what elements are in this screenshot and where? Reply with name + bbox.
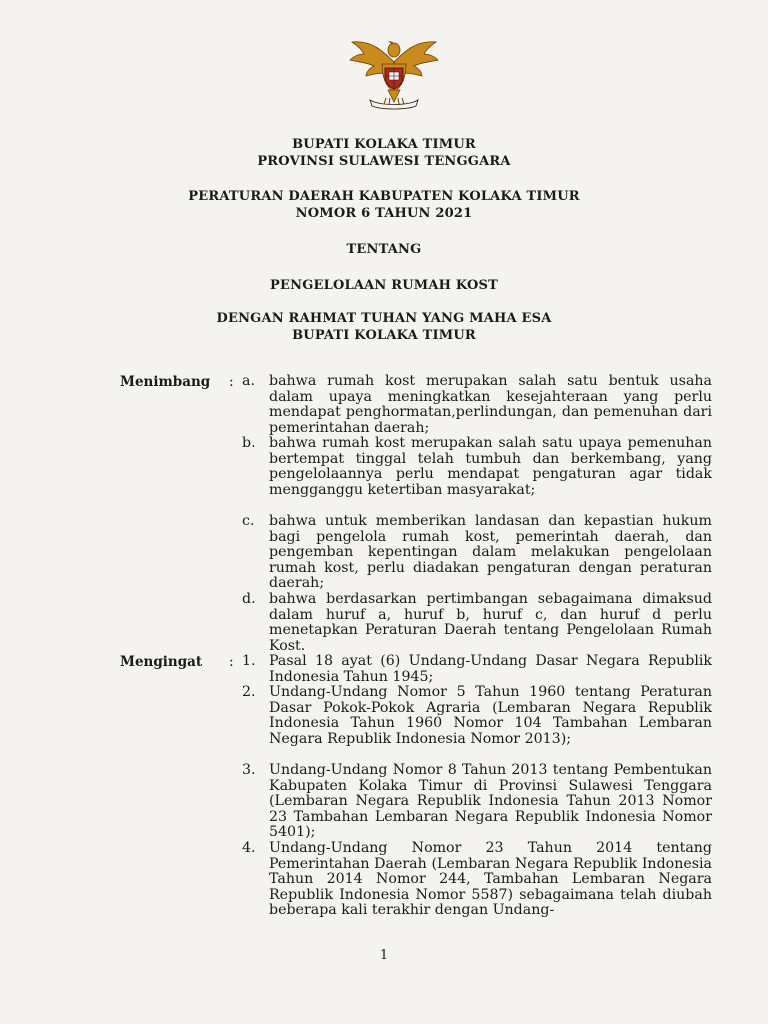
item-text: Undang-Undang Nomor 23 Tahun 2014 tentang Pemerintahan Daerah (Lembaran Negara Republik Indonesia Tahun 2014 Nomor 244, Tambahan Lembaran Negara Republik Indonesia Nomor 5587) sebagaimana telah diubah beberapa kali terakhir dengan Undang- bbox=[269, 840, 712, 919]
regent-title: BUPATI KOLAKA TIMUR bbox=[292, 137, 476, 152]
preamble-line-1: DENGAN RAHMAT TUHAN YANG MAHA ESA bbox=[216, 311, 552, 326]
menimbang-colon: : bbox=[229, 374, 234, 390]
list-item bbox=[242, 685, 712, 747]
list-item bbox=[242, 654, 712, 685]
menimbang-label: Menimbang bbox=[120, 374, 211, 390]
item-text: bahwa rumah kost merupakan salah satu upaya pemenuhan bertempat tinggal telah tumbuh dan berkembang, yang pengelolaannya perlu mendapat pengaturan agar tidak mengganggu ketertiban masyarakat; bbox=[269, 435, 712, 498]
preamble-line-2: BUPATI KOLAKA TIMUR bbox=[292, 328, 476, 343]
item-text: bahwa berdasarkan pertimbangan sebagaimana dimaksud dalam huruf a, huruf b, huruf c, dan huruf d perlu menetapkan Peraturan Daerah tentang Pengelolaan Rumah Kost. bbox=[269, 591, 712, 654]
item-marker: c. bbox=[242, 513, 255, 529]
item-marker: 2. bbox=[242, 684, 256, 700]
regulation-number: NOMOR 6 TAHUN 2021 bbox=[295, 206, 473, 221]
list-item bbox=[242, 841, 712, 919]
regulation-subject: PENGELOLAAN RUMAH KOST bbox=[270, 278, 498, 293]
item-marker: 1. bbox=[242, 653, 256, 669]
item-marker: a. bbox=[242, 373, 255, 389]
mengingat-label: Mengingat bbox=[120, 654, 203, 670]
item-marker: d. bbox=[242, 591, 256, 607]
province-title: PROVINSI SULAWESI TENGGARA bbox=[257, 154, 511, 169]
item-marker: 4. bbox=[242, 840, 256, 856]
list-item bbox=[242, 514, 712, 592]
item-text: Pasal 18 ayat (6) Undang-Undang Dasar Negara Republik Indonesia Tahun 1945; bbox=[269, 653, 712, 685]
list-item bbox=[242, 592, 712, 654]
item-text: Undang-Undang Nomor 8 Tahun 2013 tentang Pembentukan Kabupaten Kolaka Timur di Provinsi Sulawesi Tenggara (Lembaran Negara Republik Indonesia Tahun 2013 Nomor 23 Tambahan Lembaran Negara Republik Indonesia Nomor 5401); bbox=[269, 762, 712, 841]
garuda-emblem-icon bbox=[344, 32, 444, 112]
item-text: bahwa untuk memberikan landasan dan kepastian hukum bagi pengelola rumah kost, pemerintah daerah, dan pengemban kepentingan dalam melakukan pengelolaan rumah kost, perlu diadakan pengaturan dengan peraturan daerah; bbox=[269, 513, 712, 592]
list-item bbox=[242, 374, 712, 436]
item-marker: b. bbox=[242, 435, 256, 451]
mengingat-colon: : bbox=[229, 654, 234, 670]
tentang-heading: TENTANG bbox=[346, 242, 422, 257]
page-number: 1 bbox=[379, 948, 389, 963]
item-marker: 3. bbox=[242, 762, 256, 778]
list-item bbox=[242, 436, 712, 498]
list-item bbox=[242, 763, 712, 841]
item-text: bahwa rumah kost merupakan salah satu bentuk usaha dalam upaya meningkatkan kesejahteraan yang perlu mendapat penghormatan,perlindungan, dan pemenuhan dari pemerintahan daerah; bbox=[269, 373, 712, 436]
regulation-title: PERATURAN DAERAH KABUPATEN KOLAKA TIMUR bbox=[188, 189, 580, 204]
item-text: Undang-Undang Nomor 5 Tahun 1960 tentang Peraturan Dasar Pokok-Pokok Agraria (Lembaran Negara Republik Indonesia Tahun 1960 Nomor 104 Tambahan Lembaran Negara Republik Indonesia Nomor 2013); bbox=[269, 684, 712, 747]
